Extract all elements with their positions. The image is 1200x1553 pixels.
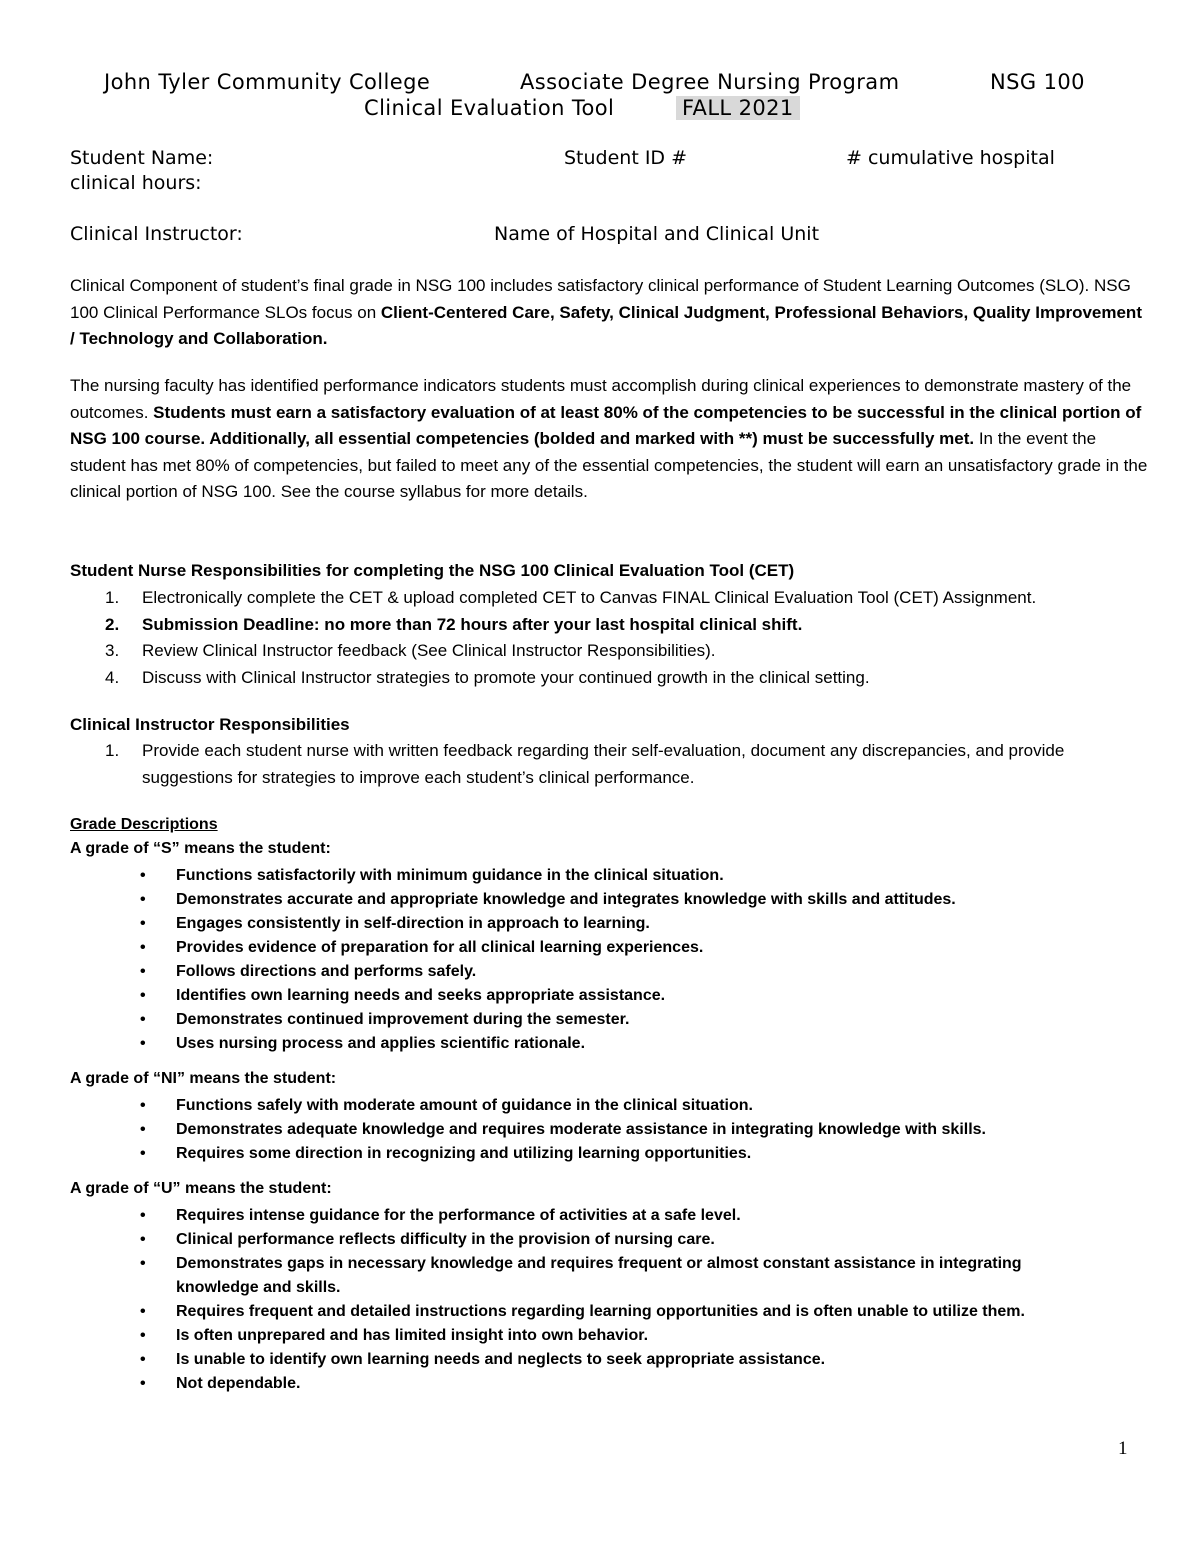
bullet-icon: • — [140, 939, 146, 956]
bullet-icon: • — [140, 1375, 146, 1392]
grade-ni-label: A grade of “NI” means the student: — [70, 1070, 337, 1087]
bullet-icon: • — [140, 1327, 146, 1344]
list-number: 1. — [105, 588, 120, 607]
instructor-resp-heading: Clinical Instructor Responsibilities — [70, 715, 350, 734]
list-text: Functions satisfactorily with minimum guidance in the clinical situation. — [176, 867, 724, 884]
list-item — [70, 888, 1070, 912]
list-text: Requires some direction in recognizing and utilizing learning opportunities. — [176, 1145, 752, 1162]
term-label — [676, 96, 800, 120]
grade-ni-list — [70, 1094, 1070, 1166]
list-number: 1. — [105, 741, 120, 760]
list-item — [70, 665, 1170, 692]
list-item — [70, 1118, 1070, 1142]
term-highlight: FALL 2021 — [676, 96, 800, 120]
list-item — [70, 1204, 1070, 1228]
college-name: John Tyler Community College — [104, 70, 431, 94]
instructor-resp-list — [70, 738, 1130, 791]
list-item — [70, 1142, 1070, 1166]
list-item — [70, 1372, 1070, 1396]
list-text: Requires frequent and detailed instructions regarding learning opportunities and is often unable to utilize them. — [176, 1303, 1025, 1320]
list-number: 3. — [105, 641, 120, 660]
bullet-icon: • — [140, 1303, 146, 1320]
intro-paragraph-1 — [70, 273, 1150, 353]
intro-p2-text: The nursing faculty has identified performance indicators students must accomplish during clinical experiences to demonstrate mastery of the outcomes. — [70, 376, 1132, 422]
list-item — [70, 585, 1170, 612]
list-item — [70, 864, 1070, 888]
list-item — [70, 1300, 1070, 1324]
bullet-icon: • — [140, 1035, 146, 1052]
list-text: Is often unprepared and has limited insight into own behavior. — [176, 1327, 649, 1344]
list-text: Demonstrates adequate knowledge and requires moderate assistance in integrating knowledge with skills. — [176, 1121, 986, 1138]
list-item — [70, 960, 1070, 984]
bullet-icon: • — [140, 1097, 146, 1114]
intro-p1-bold: Client-Centered Care, Safety, Clinical Judgment, Professional Behaviors, Quality Improvement / Technology and Collaboration. — [70, 302, 1142, 348]
bullet-icon: • — [140, 867, 146, 884]
clinical-instructor-label: Clinical Instructor: — [70, 223, 243, 245]
list-text: Demonstrates continued improvement during the semester. — [176, 1011, 630, 1028]
list-text: Functions safely with moderate amount of guidance in the clinical situation. — [176, 1097, 753, 1114]
bullet-icon: • — [140, 1121, 146, 1138]
list-text: Demonstrates accurate and appropriate knowledge and integrates knowledge with skills and attitudes. — [176, 891, 956, 908]
list-item — [70, 936, 1070, 960]
intro-paragraph-2 — [70, 373, 1150, 506]
page-number: 1 — [1118, 1438, 1128, 1459]
list-text: Engages consistently in self-direction in approach to learning. — [176, 915, 650, 932]
list-item — [70, 612, 1170, 639]
bullet-icon: • — [140, 1255, 146, 1272]
cumulative-hours-label: # cumulative hospital — [846, 147, 1055, 169]
list-text: Electronically complete the CET & upload completed CET to Canvas FINAL Clinical Evaluation Tool (CET) Assignment. — [142, 588, 1037, 607]
list-item — [70, 638, 1170, 665]
list-text: Requires intense guidance for the performance of activities at a safe level. — [176, 1207, 741, 1224]
bullet-icon: • — [140, 1145, 146, 1162]
bullet-icon: • — [140, 1231, 146, 1248]
list-item — [70, 912, 1070, 936]
list-text: Is unable to identify own learning needs and neglects to seek appropriate assistance. — [176, 1351, 826, 1368]
list-number: 4. — [105, 667, 120, 687]
intro-p1-text: Clinical Component of student’s final grade in NSG 100 includes satisfactory clinical performance of Student Learning Outcomes (SLO). NSG 100 Clinical Performance SLOs focus on — [70, 276, 1131, 322]
student-resp-list — [70, 585, 1170, 691]
list-text: Submission Deadline: no more than 72 hours after your last hospital clinical shift. — [142, 614, 803, 634]
list-item — [70, 1032, 1070, 1056]
bullet-icon: • — [140, 891, 146, 908]
list-item — [70, 1348, 1070, 1372]
bullet-icon: • — [140, 1011, 146, 1028]
student-name-label: Student Name: — [70, 147, 214, 169]
list-text: Identifies own learning needs and seeks appropriate assistance. — [176, 987, 666, 1004]
list-item — [70, 1094, 1070, 1118]
tool-title: Clinical Evaluation Tool — [364, 96, 615, 120]
intro-p2-text-end: In the event the student has met 80% of competencies, but failed to meet any of the essential competencies, the student will earn an unsatisfactory grade in the clinical portion of NSG 100. See the course syllabus for more details. — [70, 429, 1148, 501]
list-item — [70, 1252, 1070, 1300]
list-text: Not dependable. — [176, 1375, 301, 1392]
student-resp-heading: Student Nurse Responsibilities for completing the NSG 100 Clinical Evaluation Tool (CET) — [70, 561, 795, 580]
bullet-icon: • — [140, 915, 146, 932]
bullet-icon: • — [140, 987, 146, 1004]
bullet-icon: • — [140, 963, 146, 980]
grade-s-list — [70, 864, 1070, 1056]
list-text: Review Clinical Instructor feedback (See Clinical Instructor Responsibilities). — [142, 641, 716, 660]
bullet-icon: • — [140, 1351, 146, 1368]
list-item — [70, 1324, 1070, 1348]
grade-descriptions-heading: Grade Descriptions — [70, 816, 218, 833]
list-text: Demonstrates gaps in necessary knowledge and requires frequent or almost constant assistance in integrating knowledge and skills. — [176, 1255, 1022, 1296]
list-text: Uses nursing process and applies scientific rationale. — [176, 1035, 586, 1052]
grade-u-label: A grade of “U” means the student: — [70, 1180, 332, 1197]
list-text: Follows directions and performs safely. — [176, 963, 477, 980]
hospital-unit-label: Name of Hospital and Clinical Unit — [494, 223, 820, 245]
list-item — [70, 1008, 1070, 1032]
list-text: Provide each student nurse with written feedback regarding their self-evaluation, document any discrepancies, and provide suggestions for strategies to improve each student’s clinical performance. — [142, 741, 1065, 787]
list-item — [70, 1228, 1070, 1252]
bullet-icon: • — [140, 1207, 146, 1224]
list-item — [70, 984, 1070, 1008]
clinical-hours-label: clinical hours: — [70, 172, 202, 194]
grade-u-list — [70, 1204, 1070, 1396]
intro-p2-bold: Students must earn a satisfactory evaluation of at least 80% of the competencies to be successful in the clinical portion of NSG 100 course. Additionally, all essential competencies (bolded and marked with **) must be successfully met. — [70, 402, 1142, 448]
list-text: Discuss with Clinical Instructor strategies to promote your continued growth in the clinical setting. — [142, 667, 870, 687]
list-number: 2. — [105, 614, 120, 634]
student-id-label: Student ID # — [564, 147, 688, 169]
list-text: Provides evidence of preparation for all clinical learning experiences. — [176, 939, 704, 956]
grade-s-label: A grade of “S” means the student: — [70, 840, 331, 857]
course-code: NSG 100 — [990, 70, 1085, 94]
list-item — [70, 738, 1130, 791]
list-text: Clinical performance reflects difficulty in the provision of nursing care. — [176, 1231, 715, 1248]
program-name: Associate Degree Nursing Program — [520, 70, 900, 94]
